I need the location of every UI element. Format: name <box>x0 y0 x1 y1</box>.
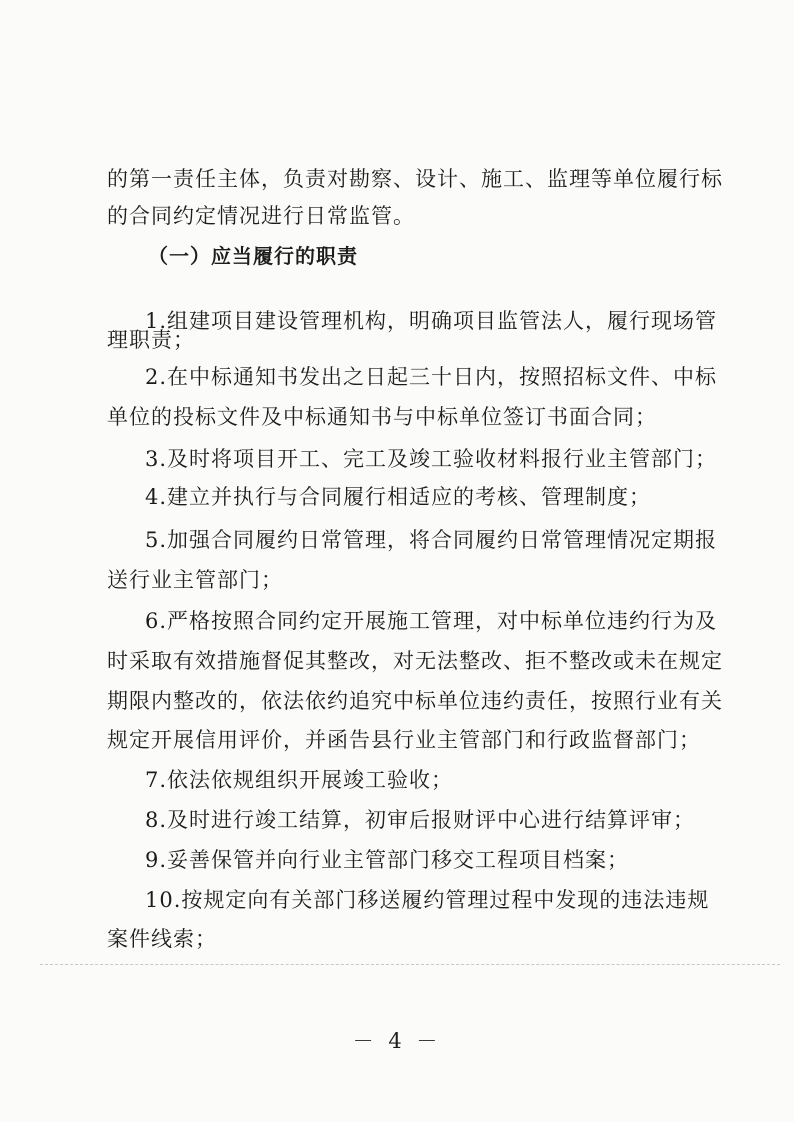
text-line: 案件线索； <box>107 927 217 951</box>
list-item: 10.按规定向有关部门移送履约管理过程中发现的违法违规 <box>145 888 710 912</box>
text-line: 期限内整改的，依法依约追究中标单位违约责任，按照行业有关 <box>107 689 723 713</box>
text-line: 送行业主管部门； <box>107 568 283 592</box>
text-line: 单位的投标文件及中标通知书与中标单位签订书面合同； <box>107 405 657 429</box>
list-item: 4.建立并执行与合同履行相适应的考核、管理制度； <box>145 485 652 509</box>
list-item: 8.及时进行竣工结算，初审后报财评中心进行结算评审； <box>145 808 696 832</box>
divider <box>40 964 780 967</box>
list-item: 9.妥善保管并向行业主管部门移交工程项目档案； <box>145 848 630 872</box>
list-item: 5.加强合同履约日常管理，将合同履约日常管理情况定期报 <box>145 528 718 552</box>
list-item: 7.依法依规组织开展竣工验收； <box>145 768 454 792</box>
text-line: 规定开展信用评价，并函告县行业主管部门和行政监督部门； <box>107 728 701 752</box>
list-item: 6.严格按照合同约定开展施工管理，对中标单位违约行为及 <box>145 609 718 633</box>
list-item: 1.组建项目建设管理机构，明确项目监管法人，履行现场管 <box>145 309 718 333</box>
text-line: 理职责； <box>107 328 195 352</box>
list-item: 3.及时将项目开工、完工及竣工验收材料报行业主管部门； <box>145 447 718 471</box>
text-line: 时采取有效措施督促其整改，对无法整改、拒不整改或未在规定 <box>107 649 723 673</box>
list-item: 2.在中标通知书发出之日起三十日内，按照招标文件、中标 <box>145 365 718 389</box>
text-line: 的合同约定情况进行日常监管。 <box>107 204 415 228</box>
section-heading: （一）应当履行的职责 <box>148 244 358 268</box>
page-number: － 4 － <box>352 1029 442 1053</box>
text-line: 的第一责任主体，负责对勘察、设计、施工、监理等单位履行标 <box>107 167 723 191</box>
